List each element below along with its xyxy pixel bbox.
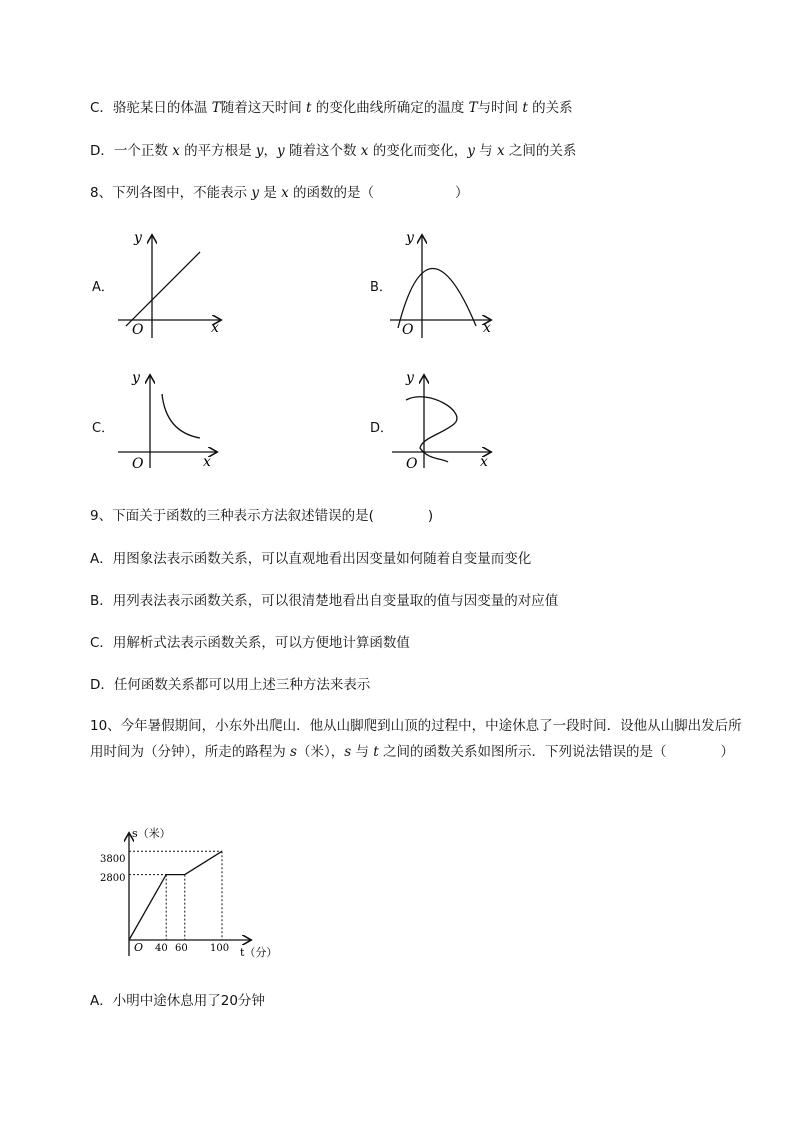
y-axis-label: y <box>134 230 142 246</box>
x-tick-60: 60 <box>175 943 188 954</box>
q7-option-c: C．骆驼某日的体温 T随着这天时间 t 的变化曲线所确定的温度 T与时间 t 的关系 <box>90 100 573 116</box>
origin-label: O <box>132 456 144 472</box>
function-line <box>126 252 200 326</box>
q8-graph-c <box>112 368 224 474</box>
hyperbola-curve <box>162 394 200 438</box>
x-axis-label: x <box>483 320 491 336</box>
t-axis-label: t（分） <box>240 946 278 959</box>
q10-distance-time-graph <box>98 820 288 970</box>
q8-option-b-label: B． <box>370 280 392 295</box>
y-axis-label: y <box>406 230 414 246</box>
q9-option-a: A．用图象法表示函数关系，可以直观地看出因变量如何随着自变量而变化 <box>90 551 532 567</box>
s-axis-label: s（米） <box>132 827 171 840</box>
q8-stem: 8、下列各图中，不能表示 y 是 x 的函数的是（ ） <box>90 185 469 201</box>
parabola-curve <box>398 268 476 328</box>
q8-graph-d <box>388 368 500 474</box>
origin-label: O <box>406 456 418 472</box>
q8-graph-a <box>112 226 232 344</box>
q8-option-d-label: D． <box>370 421 394 436</box>
q9-option-b: B．用列表法表示函数关系，可以很清楚地看出自变量取的值与因变量的对应值 <box>90 593 559 609</box>
y-tick-2800: 2800 <box>100 873 126 884</box>
q8-option-a-label: A． <box>92 280 114 295</box>
q8-graph-b <box>388 226 500 344</box>
distance-line <box>129 851 222 940</box>
q7-option-d: D．一个正数 x 的平方根是 y，y 随着这个数 x 的变化而变化，y 与 x 之间的关系 <box>90 143 577 159</box>
y-tick-3800: 3800 <box>100 854 126 865</box>
x-axis-label: x <box>480 454 488 470</box>
origin-label: O <box>402 322 414 338</box>
x-tick-40: 40 <box>155 943 168 954</box>
y-axis-label: y <box>132 370 140 386</box>
guide-lines <box>129 851 222 940</box>
x-axis-label: x <box>211 320 219 336</box>
origin-label: O <box>134 941 144 954</box>
q9-stem: 9、下面关于函数的三种表示方法叙述错误的是( ) <box>90 508 434 524</box>
y-axis-label: y <box>406 370 414 386</box>
x-axis-label: x <box>203 454 211 470</box>
q8-option-c-label: C． <box>92 421 115 436</box>
q10-option-a: A．小明中途休息用了20分钟 <box>90 993 265 1009</box>
origin-label: O <box>132 322 144 338</box>
q9-option-d: D．任何函数关系都可以用上述三种方法来表示 <box>90 677 371 693</box>
x-tick-100: 100 <box>210 943 230 954</box>
q9-option-c: C．用解析式法表示函数关系，可以方便地计算函数值 <box>90 635 410 651</box>
q10-stem: 10、今年暑假期间，小东外出爬山．他从山脚爬到山顶的过程中，中途休息了一段时间．设他从山脚出发后所用时间为（分钟），所走的路程为 s（米），s 与 t 之间的函数关系如图所示．下列说法错误的是（ ） <box>90 718 742 760</box>
